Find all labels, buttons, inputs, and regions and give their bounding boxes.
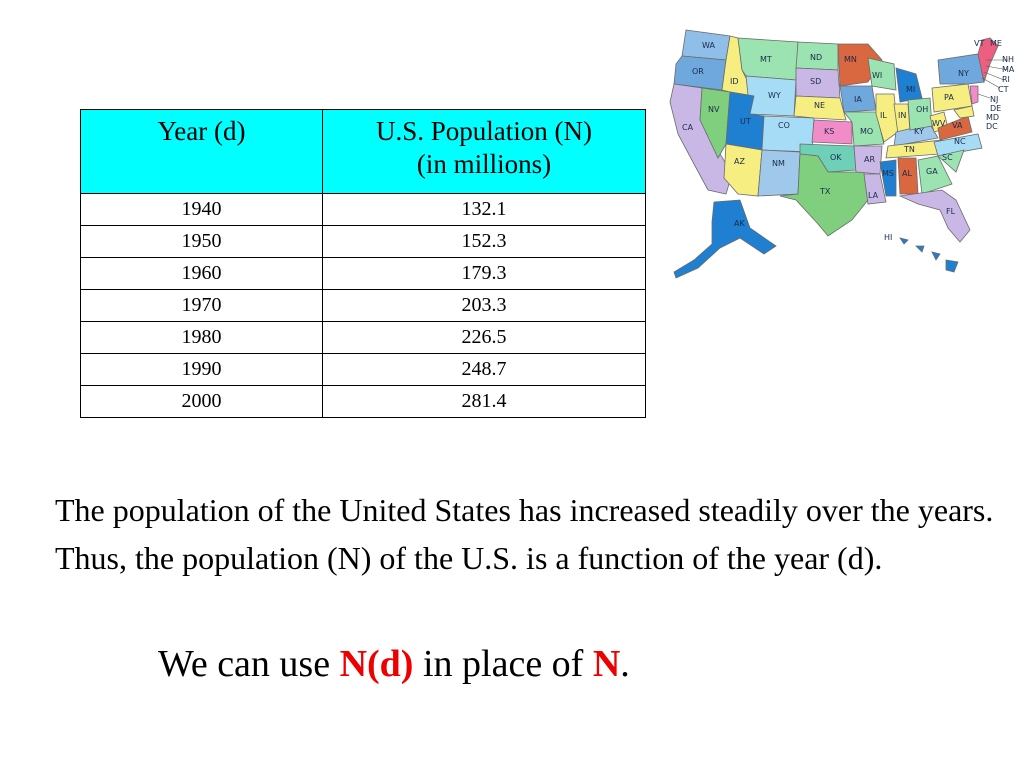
label-ny: NY: [958, 69, 969, 78]
table-header-row: [81, 110, 646, 194]
label-wv: WV: [932, 119, 946, 128]
conclusion-text: [158, 642, 630, 686]
label-sc: SC: [942, 153, 953, 162]
label-ky: KY: [914, 127, 924, 136]
table-row: [81, 322, 646, 354]
label-wy: WY: [768, 91, 781, 100]
conclusion-suffix: .: [620, 643, 630, 685]
label-ks: KS: [824, 127, 835, 136]
label-ga: GA: [926, 167, 938, 176]
header-population-line1: U.S. Population (N): [376, 116, 592, 146]
label-id: ID: [730, 77, 739, 86]
year-cell: 1940: [81, 194, 323, 226]
year-cell: 1980: [81, 322, 323, 354]
label-il: IL: [880, 111, 887, 120]
population-cell: 179.3: [323, 258, 646, 290]
population-cell: 152.3: [323, 226, 646, 258]
label-co: CO: [778, 121, 790, 130]
year-cell: 1990: [81, 354, 323, 386]
population-cell: 203.3: [323, 290, 646, 322]
label-mt: MT: [760, 55, 772, 64]
label-nd: ND: [810, 53, 823, 62]
label-ak: AK: [734, 219, 745, 228]
label-tx: TX: [820, 187, 831, 196]
label-nj: NJ: [990, 95, 999, 104]
label-hi: HI: [884, 233, 893, 242]
table-row: [81, 258, 646, 290]
label-la: LA: [868, 191, 879, 200]
year-cell: 1970: [81, 290, 323, 322]
header-population-line2: (in millions): [416, 149, 552, 179]
label-or: OR: [692, 67, 704, 76]
label-ri: RI: [1002, 75, 1010, 84]
state-fl: [900, 190, 970, 242]
population-cell: 132.1: [323, 194, 646, 226]
label-md: MD: [986, 113, 1000, 122]
label-az: AZ: [734, 157, 745, 166]
label-ne: NE: [814, 101, 826, 110]
state-nm: [758, 150, 800, 196]
label-me: ME: [990, 39, 1002, 48]
year-cell: 2000: [81, 386, 323, 418]
header-year: Year (d): [81, 110, 323, 194]
conclusion-prefix: We can use: [158, 643, 340, 685]
year-cell: 1950: [81, 226, 323, 258]
year-cell: 1960: [81, 258, 323, 290]
state-az: [724, 144, 762, 196]
label-ma: MA: [1002, 65, 1015, 74]
label-vt: VT: [974, 39, 985, 48]
state-ak: [674, 200, 776, 278]
label-oh: OH: [916, 105, 929, 114]
label-fl: FL: [946, 207, 956, 216]
label-ut: UT: [740, 117, 751, 126]
label-ca: CA: [682, 123, 694, 132]
label-wi: WI: [872, 71, 883, 80]
label-ok: OK: [830, 153, 842, 162]
label-al: AL: [902, 169, 912, 178]
label-mi: MI: [906, 85, 916, 94]
population-cell: 248.7: [323, 354, 646, 386]
label-nh: NH: [1002, 55, 1014, 64]
description-text: The population of the United States has increased steadily over the years. Thus, the population (N) of the U.S. is a function of the year (d).: [55, 492, 994, 576]
label-de: DE: [990, 104, 1002, 113]
state-oh: [908, 98, 932, 130]
population-cell: 281.4: [323, 386, 646, 418]
variable-n: N: [592, 643, 621, 685]
label-va: VA: [952, 121, 963, 130]
label-ia: IA: [854, 95, 862, 104]
label-mo: MO: [860, 127, 874, 136]
label-ar: AR: [864, 155, 876, 164]
table-row: [81, 194, 646, 226]
label-wa: WA: [702, 41, 715, 50]
header-population: [323, 110, 646, 194]
label-nv: NV: [708, 105, 720, 114]
label-pa: PA: [944, 93, 954, 102]
table-row: [81, 290, 646, 322]
label-nm: NM: [772, 159, 785, 168]
table-row: [81, 354, 646, 386]
state-hi: [900, 238, 958, 272]
label-tn: TN: [904, 145, 915, 154]
table-row: [81, 226, 646, 258]
population-table: [80, 109, 646, 418]
table-row: [81, 386, 646, 418]
label-dc: DC: [986, 122, 998, 131]
label-sd: SD: [810, 77, 822, 86]
us-states-map: [668, 24, 1018, 286]
label-ct: CT: [998, 85, 1009, 94]
function-notation: N(d): [339, 643, 414, 685]
label-ms: MS: [882, 169, 894, 178]
label-nc: NC: [954, 137, 966, 146]
conclusion-middle: in place of: [413, 643, 593, 685]
label-in: IN: [898, 111, 907, 120]
label-mn: MN: [844, 55, 857, 64]
population-cell: 226.5: [323, 322, 646, 354]
